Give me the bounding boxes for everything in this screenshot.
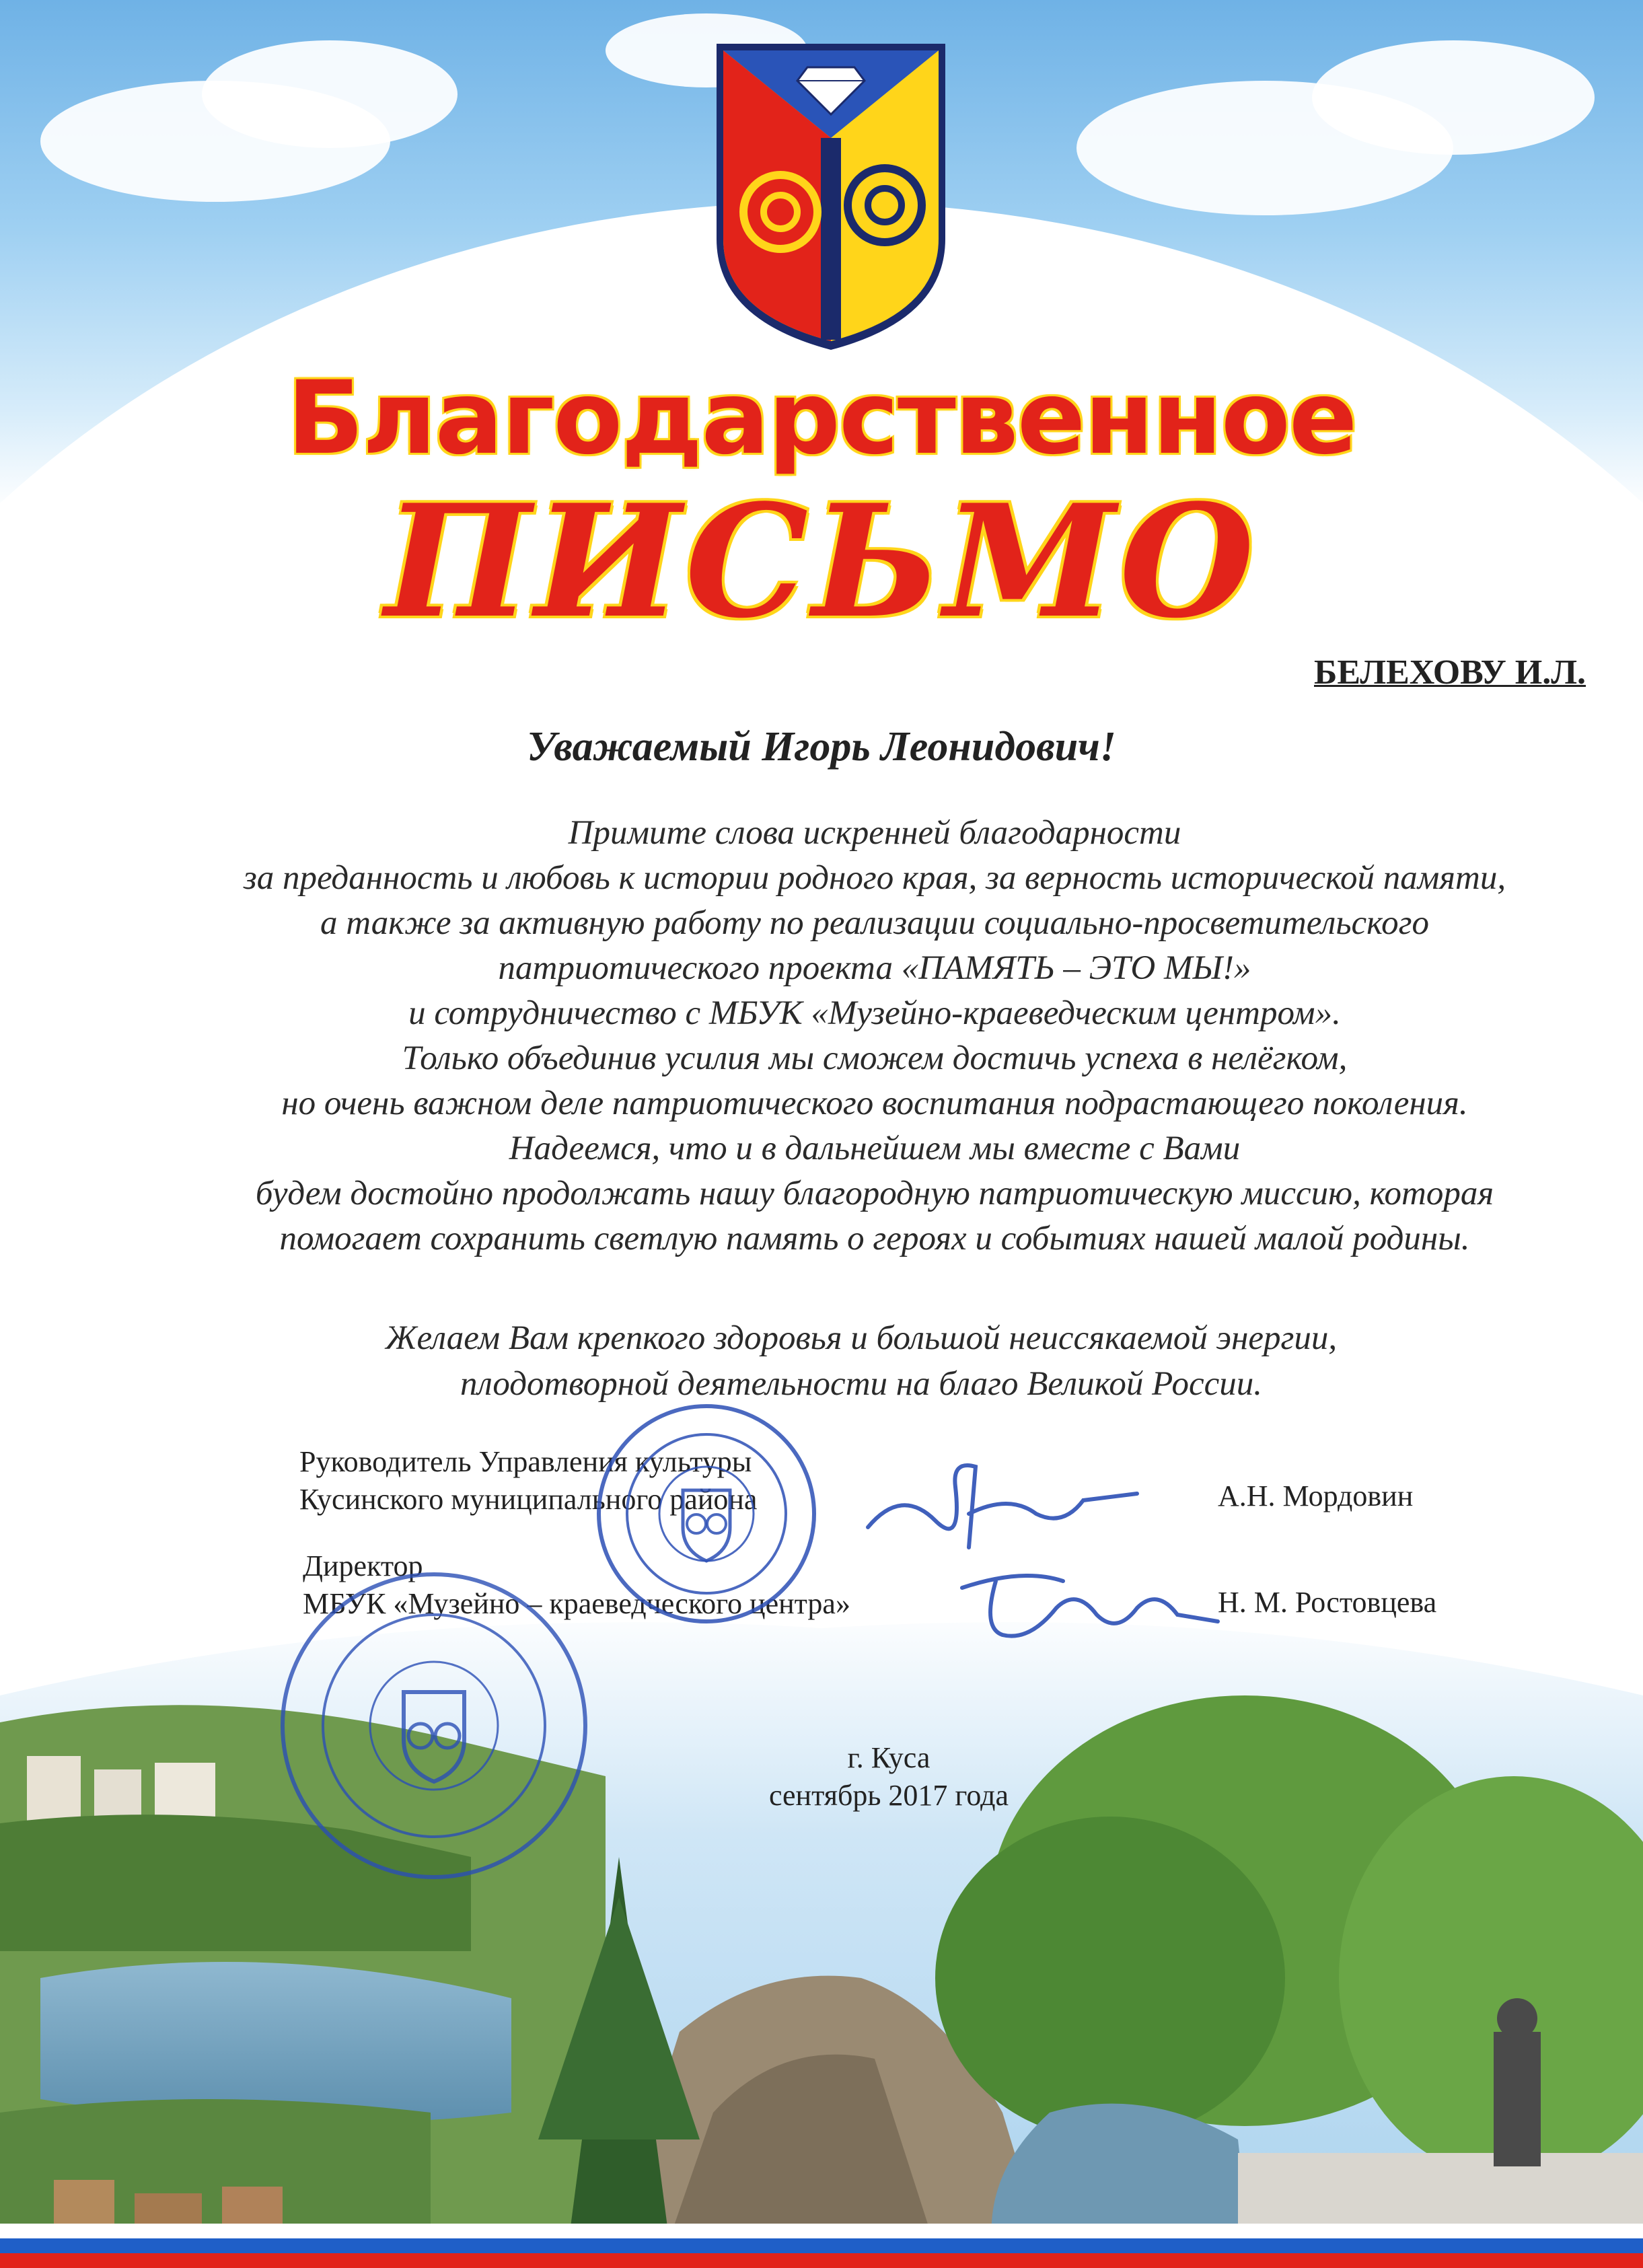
body-line: патриотического проекта «ПАМЯТЬ – ЭТО МЫ!» — [498, 949, 1251, 987]
body-line: помогает сохранить светлую память о героях и событиях нашей малой родины. — [279, 1220, 1470, 1257]
round-seal-stamp-icon — [276, 1568, 592, 1884]
salutation: Уважаемый Игорь Леонидович! — [527, 724, 1116, 770]
signatory2-name: Н. М. Ростовцева — [1218, 1586, 1437, 1619]
body-line: Только объединив усилия мы сможем достичь успеха в нелёгком, — [402, 1039, 1348, 1077]
title-line-2: ПИСЬМО — [384, 471, 1259, 653]
body-line: за преданность и любовь к истории родного края, за верность исторической памяти, — [243, 859, 1506, 897]
landscape-photo-collage — [0, 1601, 1643, 2268]
body-line: Надеемся, что и в дальнейшем мы вместе с Вами — [509, 1130, 1241, 1167]
body-line: а также за активную работу по реализации социально-просветительского — [320, 904, 1429, 942]
handwritten-signature-icon — [955, 1561, 1225, 1648]
place-and-date — [0, 1739, 1643, 1815]
wishes-line: плодотворной деятельности на благо Великой России. — [460, 1365, 1262, 1403]
handwritten-signature-icon — [861, 1447, 1144, 1561]
kusa-coat-of-arms-icon — [706, 37, 955, 353]
signatory1-position-line: Руководитель Управления культуры — [299, 1445, 752, 1478]
signatory1-name: А.Н. Мордовин — [1218, 1479, 1414, 1512]
body-line: Примите слова искренней благодарности — [568, 814, 1181, 852]
signatory1-position-line: Кусинского муниципального района — [299, 1483, 758, 1516]
round-seal-stamp-icon — [592, 1399, 821, 1628]
signatory2-position-line: Директор — [303, 1549, 423, 1582]
wishes-line: Желаем Вам крепкого здоровья и большой неиссякаемой энергии, — [385, 1319, 1338, 1357]
date: сентябрь 2017 года — [768, 1779, 1009, 1812]
body-line: но очень важном деле патриотического воспитания подрастающего поколения. — [281, 1085, 1468, 1122]
signatory2-position-line: МБУК «Музейно – краеведческого центра» — [303, 1587, 850, 1620]
letter-body — [175, 811, 1574, 1261]
body-line: будем достойно продолжать нашу благородную патриотическую миссию, которая — [255, 1175, 1494, 1212]
place: г. Куса — [847, 1741, 930, 1774]
recipient-name: БЕЛЕХОВУ И.Л. — [1314, 653, 1586, 692]
wishes — [188, 1315, 1534, 1407]
body-line: и сотрудничество с МБУК «Музейно-краеведческим центром». — [408, 994, 1341, 1032]
cloud — [1312, 40, 1595, 155]
cloud — [202, 40, 458, 148]
title-line-1: Благодарственное — [287, 360, 1356, 477]
